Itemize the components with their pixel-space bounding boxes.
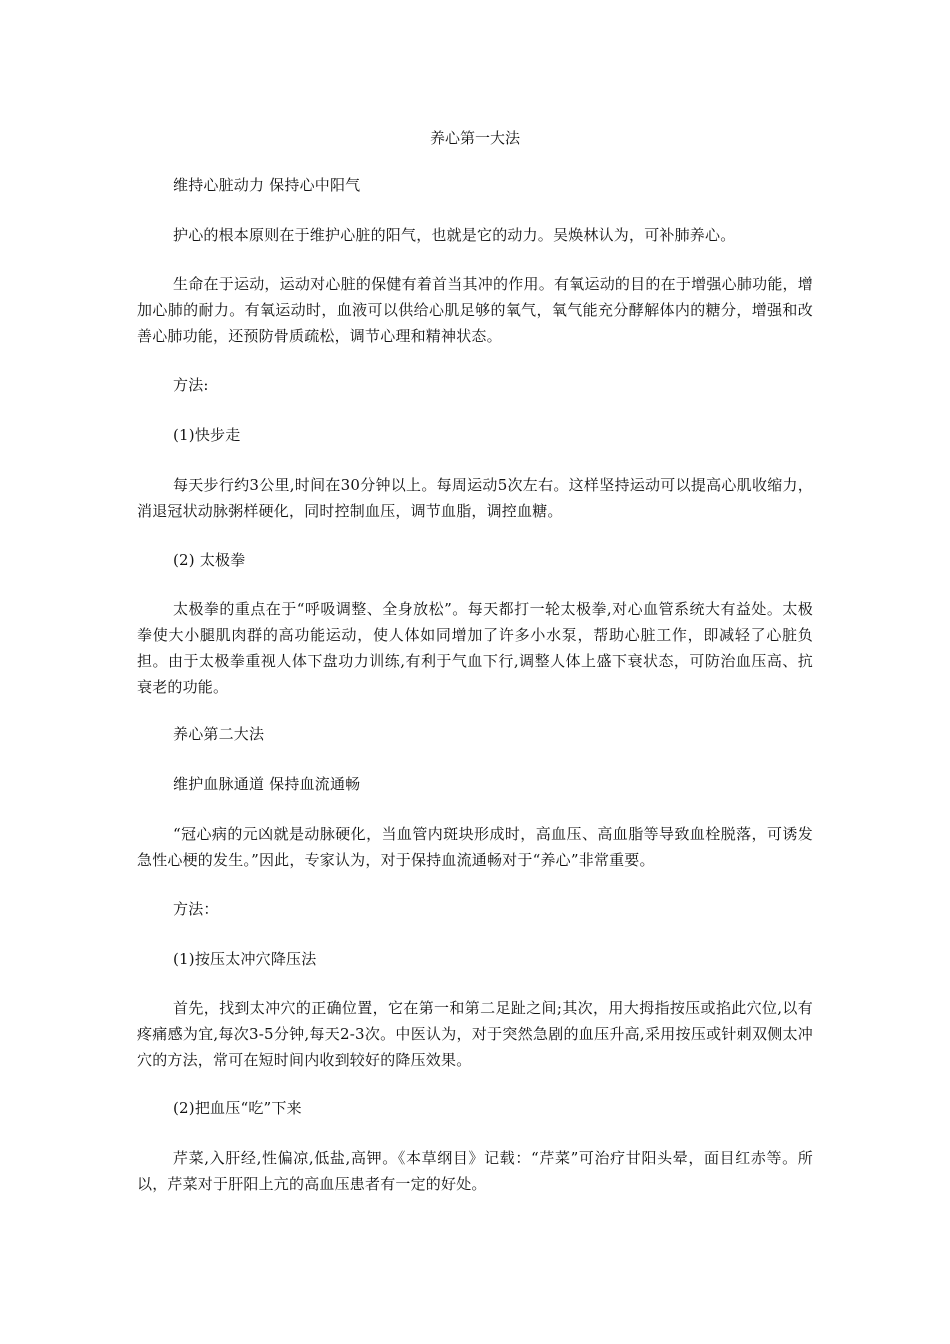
paragraph-brisk-walk: 每天步行约3公里,时间在30分钟以上。每周运动5次左右。这样坚持运动可以提高心肌收缩力，消退冠状动脉粥样硬化，同时控制血压，调节血脂，调控血糖。 <box>137 476 813 520</box>
methods-heading-2: 方法： <box>173 900 219 918</box>
paragraph-exercise: 生命在于运动，运动对心脏的保健有着首当其冲的作用。有氧运动的目的在于增强心肺功能，增加心肺的耐力。有氧运动时，血液可以供给心肌足够的氧气，氧气能充分酵解体内的糖分，增强和改善心肺功能，还预防骨质疏松，调节心理和精神状态。 <box>137 275 813 345</box>
paragraph-celery: 芹菜,入肝经,性偏凉,低盐,高钾。《本草纲目》记载：“芹菜”可治疗甘阳头晕，面目红赤等。所以，芹菜对于肝阳上亢的高血压患者有一定的好处。 <box>137 1149 813 1193</box>
method-taichi-heading: (2) 太极拳 <box>173 551 246 569</box>
paragraph-taichong: 首先，找到太冲穴的正确位置，它在第一和第二足趾之间;其次，用大拇指按压或掐此穴位,以有疼痛感为宜,每次3-5分钟,每天2-3次。中医认为，对于突然急剧的血压升高,采用按压或针刺双侧太冲穴的方法，常可在短时间内收到较好的降压效果。 <box>137 999 813 1069</box>
document-title: 养心第一大法 <box>429 129 520 147</box>
method-taichong-heading: (1)按压太冲穴降压法 <box>173 950 317 968</box>
section-heading-second-method: 养心第二大法 <box>173 725 265 743</box>
paragraph-taichi: 太极拳的重点在于“呼吸调整、全身放松”。每天都打一轮太极拳,对心血管系统大有益处。太极拳使大小腿肌肉群的高功能运动，使人体如同增加了许多小水泵，帮助心脏工作，即减轻了心脏负担。由于太极拳重视人体下盘功力训练,有利于气血下行,调整人体上盛下衰状态，可防治血压高、抗衰老的功能。 <box>137 600 813 696</box>
methods-heading-1: 方法: <box>173 376 209 394</box>
paragraph-coronary: “冠心病的元凶就是动脉硬化，当血管内斑块形成时，高血压、高血脂等导致血栓脱落，可诱发急性心梗的发生。”因此，专家认为，对于保持血流通畅对于“养心”非常重要。 <box>137 825 813 869</box>
method-brisk-walk-heading: (1)快步走 <box>173 426 241 444</box>
method-eat-heading: (2)把血压“吃”下来 <box>173 1099 302 1117</box>
subtitle-heart-power: 维持心脏动力 保持心中阳气 <box>173 176 361 194</box>
subtitle-blood-flow: 维护血脉通道 保持血流通畅 <box>173 775 361 793</box>
paragraph-principle: 护心的根本原则在于维护心脏的阳气，也就是它的动力。吴焕林认为，可补肺养心。 <box>173 226 736 244</box>
